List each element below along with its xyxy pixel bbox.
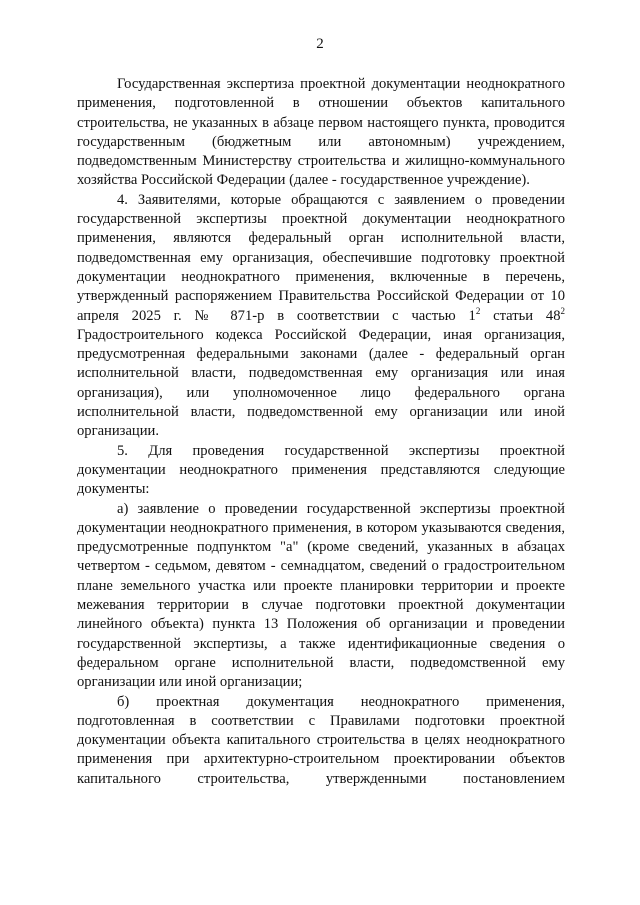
paragraph-5-documents: 5. Для проведения государственной экспертизы проектной документации неоднократного применения представляются следующие документы: (77, 442, 565, 498)
paragraph-5b-project-docs: б) проектная документация неоднократного применения, подготовленная в соответствии с Правилами подготовки проектной документации объекта капитального строительства в целях неоднократного применения при архитектурно-строительном проектировании объектов капитального строительства, утвержденными постановлением (77, 693, 565, 787)
paragraph-4-text-start: 4. Заявителями, которые обращаются с заявлением о проведении государственной экспертизы проектной документации неоднократного применения, являются федеральный орган исполнительной власти, подведомственная ему организация, обеспечившие подготовку проектной документации неоднократного применения, включенные в перечень, утвержденный распоряжением Правительства Российской Федерации от 10 апреля 2025 г. № 871-р в соответствии с частью 1 (77, 191, 565, 324)
paragraph-4-article-ref: статьи 48 (480, 307, 561, 324)
paragraph-5a-application: а) заявление о проведении государственной экспертизы проектной документации неоднократного применения, в котором указываются сведения, предусмотренные подпунктом "а" (кроме сведений, указанных в абзацах четвертом - седьмом, девятом - семнадцатом, сведений о градостроительном плане земельного участка или проекте планировки территории и проекте межевания территории в случае подготовки проектной документации линейного объекта) пункта 13 Положения об организации и проведении государственной экспертизы, а также идентификационные сведения о федеральном органе исполнительной власти, подведомственной ему организации или иной организации; (77, 500, 565, 691)
document-body (77, 75, 565, 789)
page-number: 2 (316, 36, 324, 52)
superscript-article-number: 2 (560, 305, 565, 316)
paragraph-4-text-end: Градостроительного кодекса Российской Федерации, иная организация, предусмотренная федеральными законами (далее - федеральный орган исполнительной власти, подведомственная ему организация или иная организация), или уполномоченное лицо федерального органа исполнительной власти, подведомственной ему организации или иной организации. (77, 326, 565, 440)
paragraph-4-applicants (77, 191, 565, 442)
paragraph-expertise-state: Государственная экспертиза проектной документации неоднократного применения, подготовленной в отношении объектов капитального строительства, не указанных в абзаце первом настоящего пункта, проводится государственным (бюджетным или автономным) учреждением, подведомственным Министерству строительства и жилищно-коммунального хозяйства Российской Федерации (далее - государственное учреждение). (77, 76, 565, 189)
superscript-part-number: 2 (475, 305, 481, 316)
